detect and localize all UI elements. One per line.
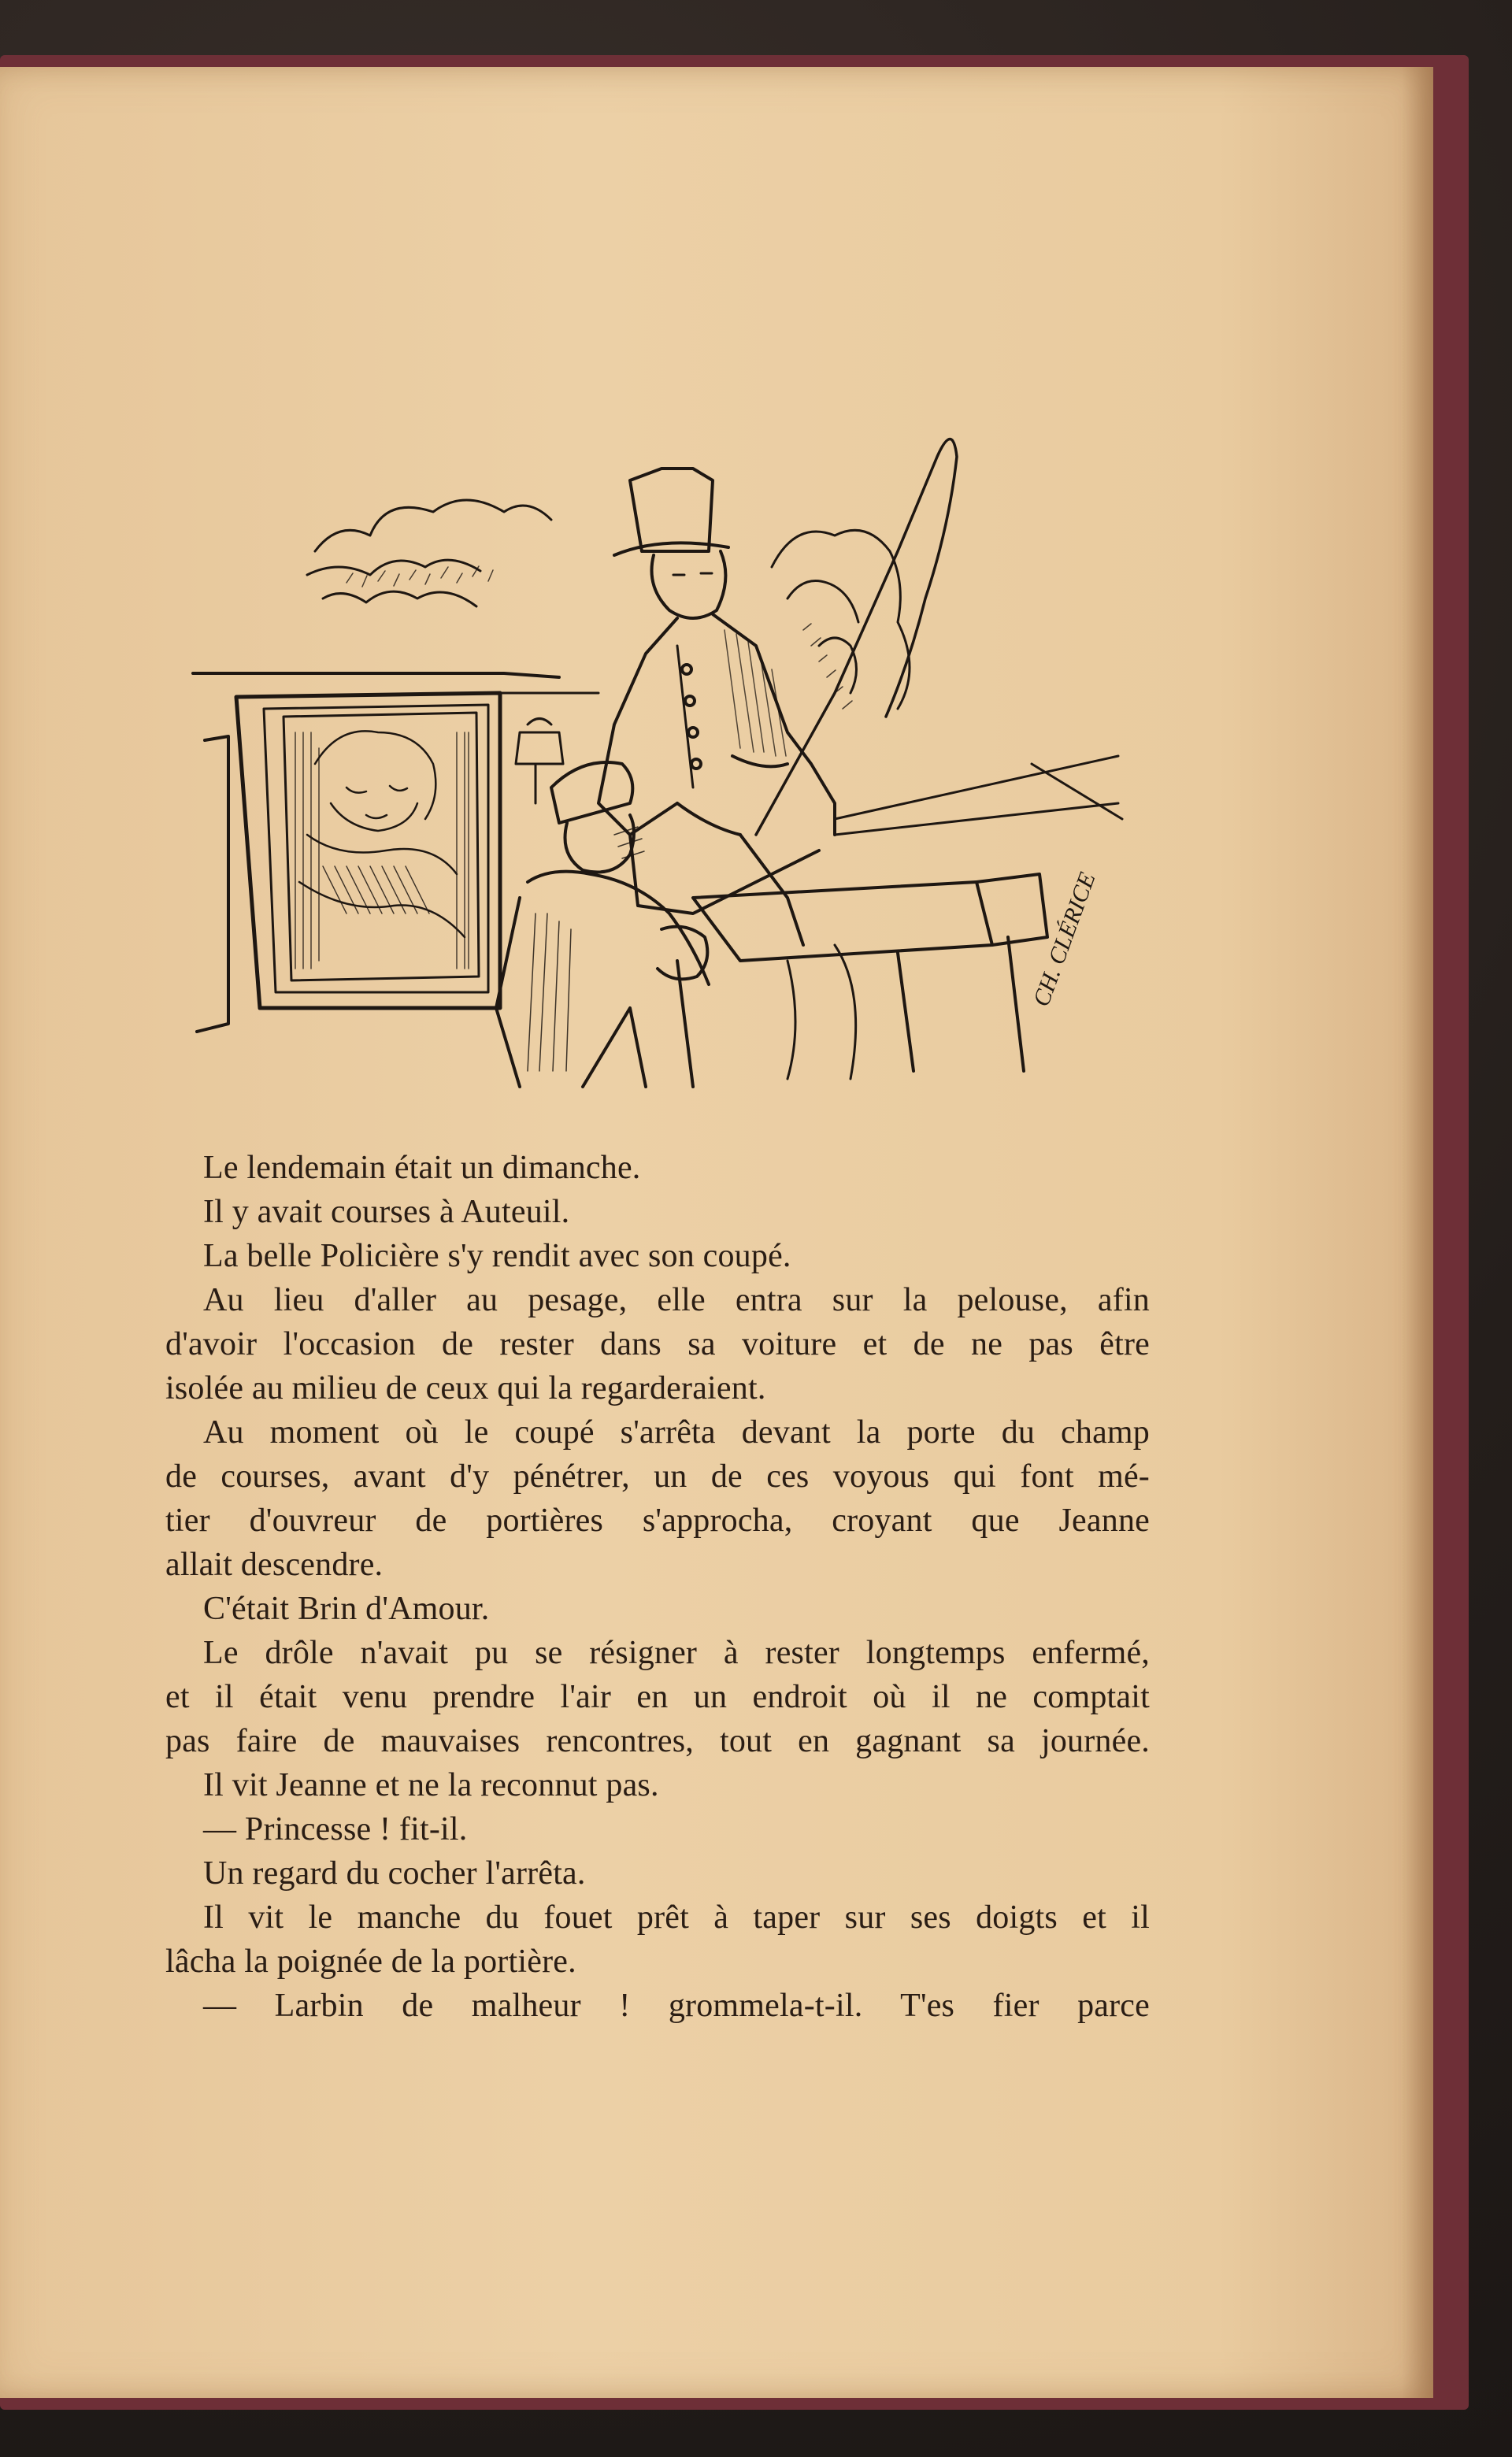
carriage-window — [284, 713, 479, 980]
text-line: Il y avait courses à Auteuil. — [203, 1194, 570, 1230]
text-line: Au lieu d'aller au pesage, elle entra sur la pelouse, afin — [203, 1282, 1150, 1318]
text-line: d'avoir l'occasion de rester dans sa voiture et de ne pas être — [165, 1326, 1150, 1362]
carriage-illustration — [189, 394, 1134, 1102]
text-line: de courses, avant d'y pénétrer, un de ces voyous qui font mé- — [165, 1458, 1150, 1495]
carriage-roof — [193, 673, 559, 677]
text-line: Il vit Jeanne et ne la reconnut pas. — [203, 1767, 659, 1803]
carriage-lantern — [516, 719, 563, 804]
text-line: La belle Policière s'y rendit avec son coupé. — [203, 1238, 791, 1274]
text-line: Le drôle n'avait pu se résigner à rester longtemps enfermé, — [203, 1635, 1150, 1671]
text-line: — Larbin de malheur ! grommela-t-il. T'es fier parce — [203, 1988, 1150, 2024]
coachman-figure — [598, 469, 835, 945]
lady-figure — [299, 731, 465, 937]
text-line: tier d'ouvreur de portières s'approcha, croyant que Jeanne — [165, 1503, 1150, 1539]
text-line: et il était venu prendre l'air en un endroit où il ne comptait — [165, 1679, 1150, 1715]
coach-box — [693, 874, 1047, 1071]
reins — [835, 756, 1118, 835]
carriage-body — [197, 693, 598, 1032]
text-line: Un regard du cocher l'arrêta. — [203, 1855, 586, 1892]
text-line: Au moment où le coupé s'arrêta devant la porte du champ — [203, 1414, 1150, 1451]
text-line: Le lendemain était un dimanche. — [203, 1150, 641, 1186]
page-gutter-shadow — [1402, 67, 1433, 2398]
artist-signature: CH. CLÉRICE — [1028, 869, 1101, 1010]
text-line: allait descendre. — [165, 1547, 384, 1583]
text-line: — Princesse ! fit-il. — [203, 1811, 468, 1847]
foliage-sketch — [307, 500, 910, 709]
boy-figure — [496, 762, 709, 1087]
text-line: C'était Brin d'Amour. — [203, 1591, 490, 1627]
body-text — [165, 1146, 1150, 2028]
text-line: pas faire de mauvaises rencontres, tout en gagnant sa journée. — [165, 1723, 1150, 1759]
text-line: lâcha la poignée de la portière. — [165, 1944, 576, 1980]
coachman-whip — [756, 439, 957, 836]
text-line: Il vit le manche du fouet prêt à taper sur ses doigts et il — [203, 1899, 1150, 1936]
text-line: isolée au milieu de ceux qui la regarderaient. — [165, 1370, 766, 1406]
